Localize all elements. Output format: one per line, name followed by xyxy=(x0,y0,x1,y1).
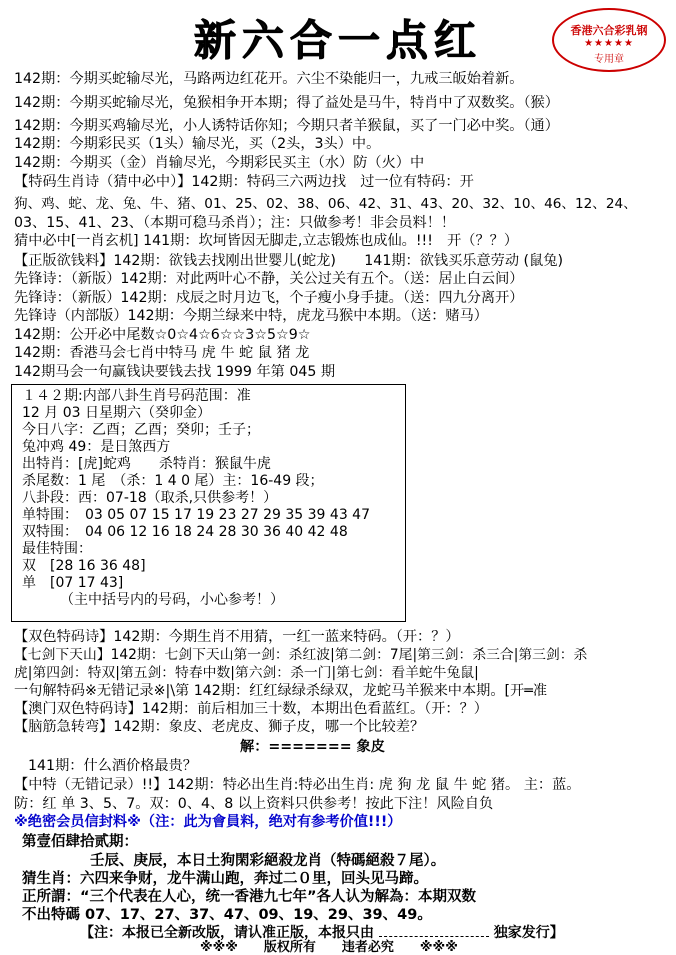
text-line: 先锋诗：（新版）142期：戍辰之时月边飞，个子瘦小身手捷。（送：四九分离开） xyxy=(14,290,524,306)
text-line: 142期：今期买蛇输尽光，马路两边红花开。六尘不染能归一，九戒三皈始着新。 xyxy=(14,71,524,87)
copyright: ※※※ 版权所有 违者必究 ※※※ xyxy=(200,940,458,955)
bottom-line: 不出特碼 07、17、27、37、47、09、19、29、39、49。 xyxy=(22,907,432,923)
box-line: 单特围： 03 05 07 15 17 19 23 27 29 35 39 43 47 xyxy=(22,507,370,523)
box-line: １４２期:内部八卦生肖号码范围：准 xyxy=(22,388,251,404)
box-line: 双特围： 04 06 12 16 18 24 28 30 36 40 42 48 xyxy=(22,524,348,540)
text-line: 【正版欲钱料】142期：欲钱去找刚出世婴儿(蛇龙) 141期：欲钱买乐意劳动 (鼠兔) xyxy=(14,253,563,269)
box-line: 今日八字：乙酉；乙酉；癸卯；壬子； xyxy=(22,422,260,438)
text-line: 虎|第四剑：特双|第五剑：特春中数|第六剑：杀一门|第七剑：看羊蛇牛兔鼠| xyxy=(14,665,479,681)
official-seal xyxy=(552,8,666,72)
footer-notice-end: 独家发行】 xyxy=(493,925,564,941)
bottom-line: 正所謂：“三个代表在人心，统一香港九七年”各人认为解為：本期双数 xyxy=(22,889,477,905)
text-line: 142期：香港马会七肖中特马 虎 牛 蛇 鼠 猪 龙 xyxy=(14,345,310,361)
box-line: 杀尾数：1 尾 （杀：1 4 0 尾）主：16-49 段； xyxy=(22,473,324,489)
box-line: 12 月 03 日星期六（癸卯金） xyxy=(22,405,211,421)
text-line: 142期：今期买（金）肖输尽光，今期彩民买主（水）防（火）中 xyxy=(14,155,425,171)
footer-notice-start: 【注：本报已全新改版，请认准正版，本报只由 xyxy=(80,925,374,941)
box-line: （主中括号内的号码，小心参考！） xyxy=(60,592,284,608)
text-line: 【脑筋急转弯】142期：象皮、老虎皮、狮子皮，哪一个比较差？ xyxy=(14,719,425,735)
seal-top-text: 香港六合彩乳钢 xyxy=(570,24,648,37)
page-title: 新六合一点红 xyxy=(193,16,482,65)
text-line: 142期马会一句赢钱诀要钱去找 1999 年第 045 期 xyxy=(14,364,336,380)
box-line: 八卦段：西：07-18（取杀,只供参考！） xyxy=(22,490,278,506)
bottom-line: 壬辰、庚辰，本日土狗閑彩絕殺龙肖（特碼絕殺７尾）。 xyxy=(90,853,446,869)
text-line: 【中特（无错记录）!!】142期：特必出生肖:特必出生肖: 虎 狗 龙 鼠 牛 蛇 猪。 主：蓝。 xyxy=(14,777,581,793)
box-line: 最佳特围： xyxy=(22,541,92,557)
seal-stars: ★★★★★ xyxy=(584,38,634,49)
text-line: 【七剑下天山】142期：七剑下天山第一剑：杀红波|第二剑：7尾|第三剑：杀三合|第三剑：杀 xyxy=(14,647,588,663)
text-line: 先锋诗（内部版）142期：今期兰绿来中特，虎龙马猴中本期。（送：赌马） xyxy=(14,308,488,324)
text-line: 03、15、41、23、（本期可稳马杀肖）；注：只做参考！非会员料！！ xyxy=(14,215,456,231)
box-line: 双 [28 16 36 48] xyxy=(22,558,146,574)
seal-bottom-text: 专用章 xyxy=(594,54,624,65)
bottom-line: 猜生肖：六四来争财，龙牛满山跑，奔过二０里，回头见马蹄。 xyxy=(22,871,428,887)
text-line: 防：红 单 3、5、7。双：0、4、8 以上资料只供参考！按此下注！风险自负 xyxy=(14,796,494,812)
box-line: 出特肖：[虎]蛇鸡 杀特肖：猴鼠牛虎 xyxy=(22,456,271,472)
bottom-heading: 第壹佰肆拾贰期： xyxy=(22,834,138,850)
text-line: 142期：今期买蛇输尽光，兔猴相争开本期；得了益处是马牛，特肖中了双数奖。（猴） xyxy=(14,95,559,111)
text-line: 142期：公开必中尾数☆0☆4☆6☆☆3☆5☆9☆ xyxy=(14,327,311,343)
text-line: 142期：今期买鸡输尽光，小人诱特话你知；今期只者羊猴鼠，买了一门必中奖。（通） xyxy=(14,118,559,134)
riddle-answer: 解：======= 象皮 xyxy=(240,739,385,755)
blank-line xyxy=(379,926,489,937)
text-line: 狗、鸡、蛇、龙、兔、牛、猪、01、25、02、38、06、42、31、43、20、32、10、46、12、24、 xyxy=(14,196,637,212)
vip-notice: ※绝密会员信封料※（注：此为會員料，绝对有参考价值!!!） xyxy=(14,814,402,830)
text-line: 先锋诗：（新版）142期：对此两叶心不静，关公过关有五个。（送：居止白云间） xyxy=(14,271,524,287)
text-line: 141期：什么酒价格最贵？ xyxy=(28,758,197,774)
text-line: 【双色特码诗】142期：今期生肖不用猜，一红一蓝来特码。（开：？） xyxy=(14,629,460,645)
box-line: 单 [07 17 43] xyxy=(22,575,124,591)
box-line: 兔冲鸡 49：是日煞西方 xyxy=(22,439,171,455)
text-line: 猜中必中[一肖玄机] 141期：坎坷皆因无脚走,立志锻炼也成仙。!!! 开（？？） xyxy=(14,233,519,249)
text-line: 142期：今期彩民买（1头）输尽光，买（2头，3头）中。 xyxy=(14,136,381,152)
text-line: 【特码生肖诗（猜中必中）】142期：特码三六两边找 过一位有特码：开 xyxy=(14,174,474,190)
text-line: 一句解特码※无错记录※|\第 142期：红红绿绿杀绿双，龙蛇马羊猴来中本期。[开═准 xyxy=(14,683,548,699)
text-line: 【澳门双色特码诗】142期：前后相加三十数，本期出色看蓝红。（开：？） xyxy=(14,701,488,717)
